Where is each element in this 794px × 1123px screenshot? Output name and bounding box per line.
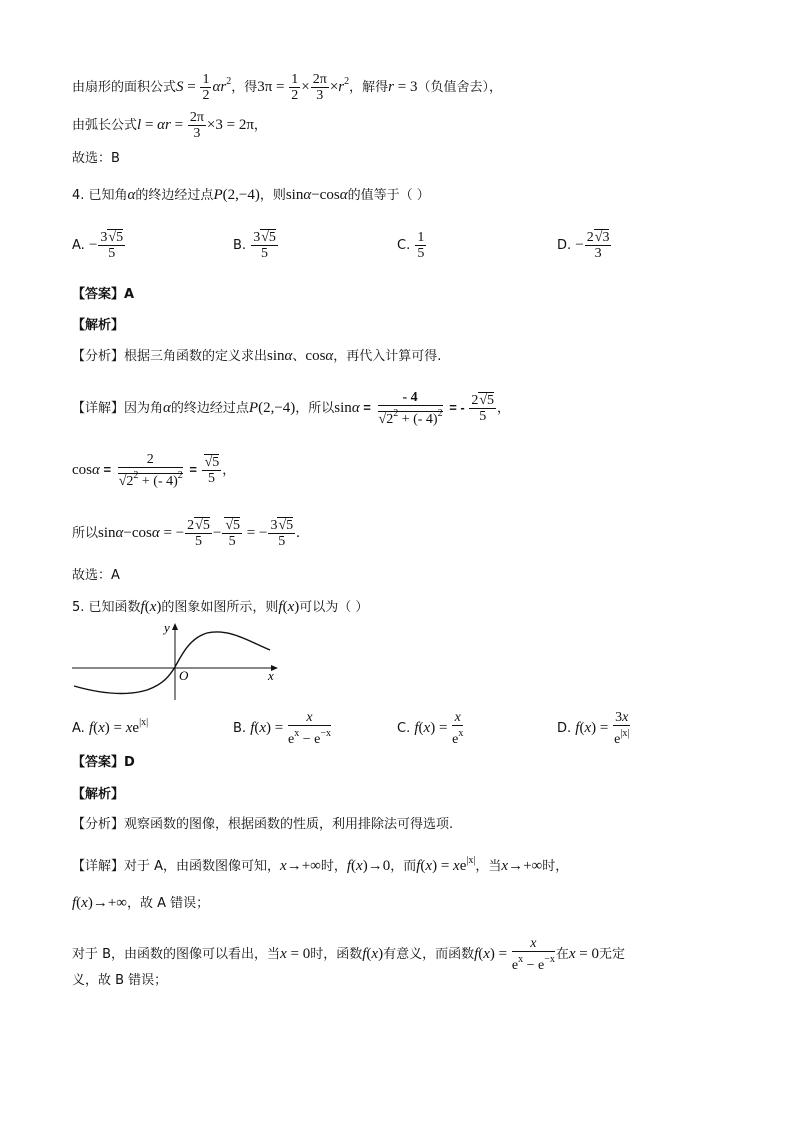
fraction: $\frac{1}{2}$ xyxy=(202,72,210,103)
text: ，解得 xyxy=(349,80,389,95)
xiangjie-5-a2: f(x)→+∞，故 A 错误； xyxy=(72,895,210,911)
question-5: 5. 已知函数f(x)的图象如图所示，则f(x)可以为（ ） xyxy=(72,599,369,615)
text: ，而 xyxy=(390,859,417,874)
text: 无定 xyxy=(599,947,626,962)
text: 5. 已知函数 xyxy=(72,600,141,615)
xiangjie-4-cos: cosα = $\frac{2}{√2^2 + (- 4)^2}$ = $\frac{√5}{5}$ ， xyxy=(72,452,236,489)
option-label: C. xyxy=(397,721,411,736)
text: ， xyxy=(253,118,267,133)
text: 可以为（ ） xyxy=(299,600,369,615)
text: ，得 xyxy=(231,80,258,95)
analysis-4: 【解析】 xyxy=(72,318,125,333)
fraction: $\frac{1}{2}$ xyxy=(291,72,299,103)
option-label: D. xyxy=(557,721,572,736)
option-label: C. xyxy=(397,238,411,253)
option-label: B. xyxy=(233,721,247,736)
q4-option-d: D. − $\frac{2√3}{3}$ xyxy=(557,230,610,261)
text: 对于 B，由函数的图像可以看出，当 xyxy=(72,947,281,962)
answer-5: 【答案】D xyxy=(72,755,135,770)
text: 【分析】根据三角函数的定义求出 xyxy=(72,349,268,364)
q5-option-c: C. f(x) = $\frac{x}{e^x}$ xyxy=(397,710,464,747)
text: 【详解】因为角 xyxy=(72,401,164,416)
line-arc-length: 由弧长公式l = αr = $\frac{2\pi}{3}$ ×3 = 2π， xyxy=(72,110,267,141)
xiangjie-5-b: 对于 B，由函数的图像可以看出，当x = 0时，函数f(x)有意义，而函数f(x) = $\frac{x}{e^x - e^{-x}}$ 在x = 0无定 xyxy=(72,936,626,973)
q4-option-c: C. $\frac{1}{5}$ xyxy=(397,230,425,261)
text: 在 xyxy=(555,947,569,962)
option-label: B. xyxy=(233,238,247,253)
text: 的终边经过点 xyxy=(170,401,249,416)
origin-label: O xyxy=(179,668,189,683)
y-label: y xyxy=(164,620,170,635)
question-4: 4. 已知角α的终边经过点P(2,−4)，则sinα−cosα的值等于（ ） xyxy=(72,187,430,203)
xiangjie-4-result: 所以sinα−cosα = − $\frac{2√5}{5}$ − $\frac{√5}{5}$ = − $\frac{3√5}{5}$ . xyxy=(72,518,300,549)
text: （负值舍去）， xyxy=(417,80,502,95)
q4-option-a: A. − $\frac{3√5}{5}$ xyxy=(72,230,124,261)
text: 的终边经过点 xyxy=(135,188,214,203)
text: 4. 已知角 xyxy=(72,188,128,203)
function-graph xyxy=(72,620,282,704)
text: 的值等于（ ） xyxy=(347,188,430,203)
text: ，当 xyxy=(475,859,502,874)
q5-option-a: A. $f(x) = xe^{|x|}$ xyxy=(72,717,149,736)
text: 所以 xyxy=(72,526,99,541)
q5-option-d: D. f(x) = $\frac{3x}{e^{|x|}}$ xyxy=(557,710,630,747)
option-label: D. xyxy=(557,238,572,253)
text: 有意义，而函数 xyxy=(383,947,475,962)
fenxi-4: 【分析】根据三角函数的定义求出sinα、cosα，再代入计算可得. xyxy=(72,348,442,364)
text: 时，函数 xyxy=(310,947,363,962)
text: ，所以 xyxy=(295,401,335,416)
text: 【详解】对于 A，由函数图像可知， xyxy=(72,859,281,874)
line-sector-area: 由扇形的面积公式S = $\frac{1}{2}$ $\alpha r^2$，得3π = $\frac{1}{2}$ × $\frac{2\pi}{3}$ $\times r^2$，解得r = 3（负值舍去）， xyxy=(72,72,502,103)
xiangjie-4-sin: 【详解】因为角α的终边经过点P(2,−4)，所以sinα = $\frac{- 4}{√2^2 + (- 4)^2}$ = - $\frac{2√5}{5}$ ， xyxy=(72,390,511,427)
text: 由弧长公式 xyxy=(72,118,138,133)
q5-option-b: B. f(x) = $\frac{x}{e^x - e^{-x}}$ xyxy=(233,710,331,747)
choice-4: 故选：A xyxy=(72,568,120,583)
option-label: A. xyxy=(72,721,85,736)
analysis-5: 【解析】 xyxy=(72,787,125,802)
text: 、 xyxy=(292,349,306,364)
y-axis-arrow xyxy=(172,623,178,630)
fenxi-5: 【分析】观察函数的图像，根据函数的性质，利用排除法可得选项. xyxy=(72,817,454,832)
fraction: $\frac{2\pi}{3}$ xyxy=(189,110,204,141)
text: ，则 xyxy=(259,188,286,203)
answer-4: 【答案】A xyxy=(72,287,135,302)
text: ，再代入计算可得. xyxy=(333,349,442,364)
curve xyxy=(74,632,270,694)
text: 时， xyxy=(320,859,347,874)
q4-option-b: B. $\frac{3√5}{5}$ xyxy=(233,230,276,261)
xiangjie-5-a: 【详解】对于 A，由函数图像可知，x→+∞时，f(x)→0，而$f(x) = xe^{|x|}$，当x→+∞时， xyxy=(72,855,569,874)
fraction: $\frac{2\pi}{3}$ xyxy=(312,72,327,103)
text: 由扇形的面积公式 xyxy=(72,80,177,95)
option-label: A. xyxy=(72,238,85,253)
x-label: x xyxy=(268,668,274,683)
text: ，故 A 错误； xyxy=(127,896,210,911)
text: 时， xyxy=(542,859,569,874)
text: 的图象如图所示，则 xyxy=(161,600,279,615)
answer-choice-prev: 故选：B xyxy=(72,151,120,166)
xiangjie-5-b2: 义，故 B 错误； xyxy=(72,973,168,988)
